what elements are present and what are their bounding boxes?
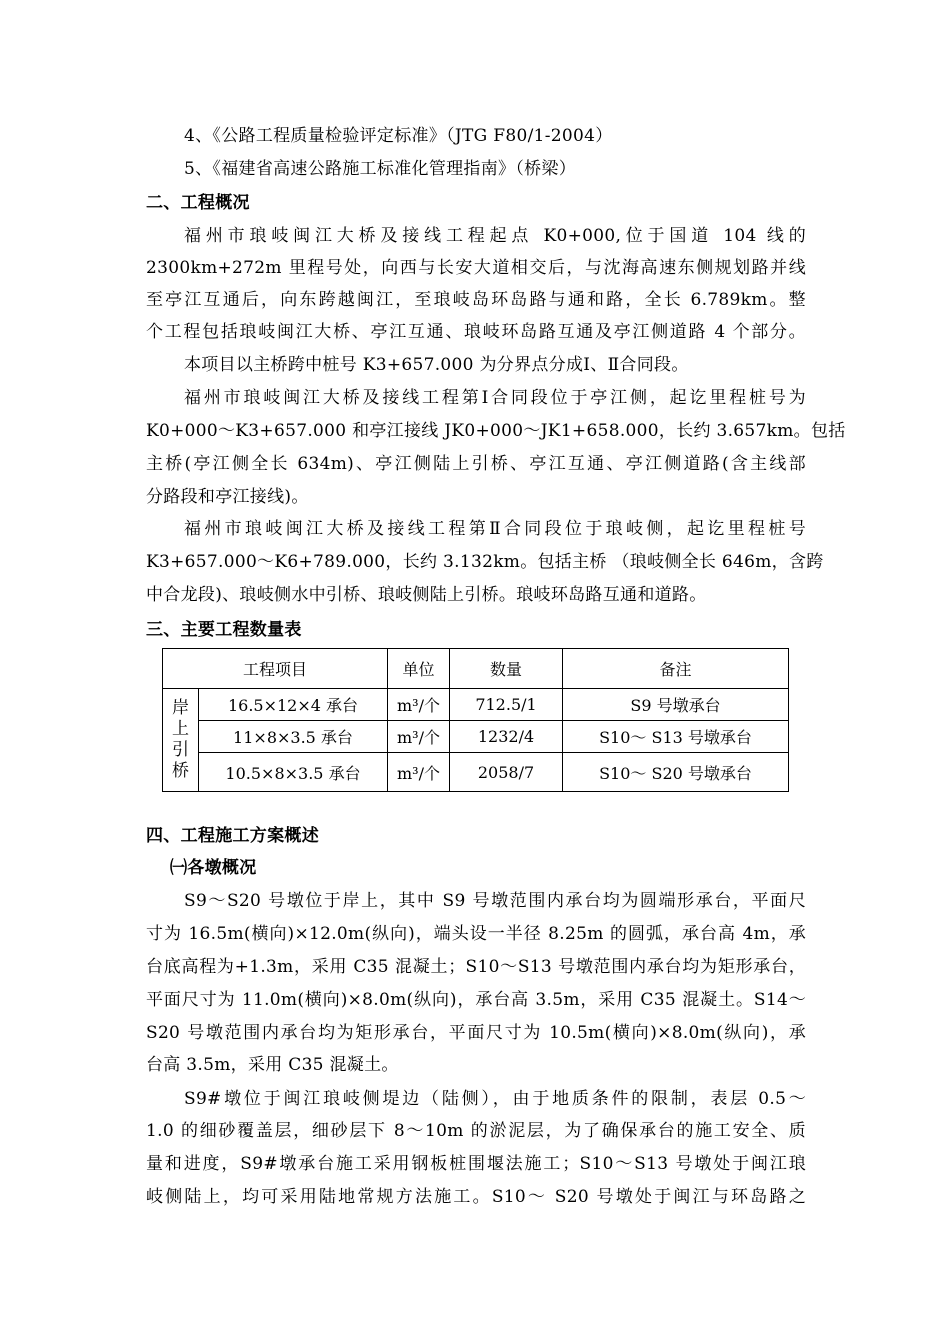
header-qty: 数量: [450, 649, 563, 689]
overview-p1-line2: 2300km+272m 里程号处，向西与长安大道相交后，与沈海高速东侧规划路并线: [146, 258, 806, 278]
cell-note: S9 号墩承台: [563, 689, 789, 721]
piers-p1-line2: 寸为 16.5m(横向)×12.0m(纵向)，端头设一半径 8.25m 的圆弧，承台高 4m，承: [146, 924, 806, 944]
overview-p4-line1: 福州市琅岐闽江大桥及接线工程第Ⅱ合同段位于琅岐侧，起讫里程桩号: [184, 519, 806, 539]
overview-p1-line4: 个工程包括琅岐闽江大桥、亭江互通、琅岐环岛路互通及亭江侧道路 4 个部分。: [146, 322, 806, 342]
overview-p1-line3: 至亭江互通后，向东跨越闽江，至琅岐岛环岛路与通和路，全长 6.789km。整: [146, 290, 806, 310]
reference-item-4: 4、《公路工程质量检验评定标准》（JTG F80/1-2004）: [184, 126, 613, 146]
cell-item: 16.5×12×4 承台: [199, 689, 388, 721]
section-heading-construction-plan: 四、工程施工方案概述: [146, 826, 319, 846]
overview-p3-line4: 分路段和亭江接线)。: [146, 487, 309, 507]
overview-p4-line2: K3+657.000～K6+789.000，长约 3.132km。包括主桥 （琅岐侧全长 646m，含跨: [146, 552, 824, 572]
piers-p1-line3: 台底高程为+1.3m，采用 C35 混凝土；S10～S13 号墩范围内承台均为矩形承台，: [146, 957, 806, 977]
group-label-char: 桥: [172, 761, 189, 781]
piers-p2-line3: 量和进度，S9#墩承台施工采用钢板桩围堰法施工；S10～S13 号墩处于闽江琅: [146, 1154, 806, 1174]
overview-p3-line2: K0+000～K3+657.000 和亭江接线 JK0+000～JK1+658.000，长约 3.657km。包括: [146, 421, 846, 441]
table-row: [163, 753, 789, 792]
overview-p3-line3: 主桥(亭江侧全长 634m)、亭江侧陆上引桥、亭江互通、亭江侧道路(含主线部: [146, 454, 806, 474]
cell-qty: 2058/7: [450, 753, 563, 792]
group-label-char: 引: [172, 740, 189, 760]
overview-p3-line1: 福州市琅岐闽江大桥及接线工程第Ⅰ合同段位于亭江侧，起讫里程桩号为: [184, 388, 806, 408]
group-label-shore-approach: [163, 689, 199, 792]
section-heading-quantities: 三、主要工程数量表: [146, 620, 302, 640]
piers-p2-line4: 岐侧陆上，均可采用陆地常规方法施工。S10～ S20 号墩处于闽江与环岛路之: [146, 1187, 806, 1207]
cell-qty: 712.5/1: [450, 689, 563, 721]
table-row: [163, 721, 789, 753]
piers-p1-line6: 台高 3.5m，采用 C35 混凝土。: [146, 1055, 399, 1075]
piers-p2-line1: S9#墩位于闽江琅岐侧堤边（陆侧），由于地质条件的限制，表层 0.5～: [184, 1089, 806, 1109]
cell-item: 10.5×8×3.5 承台: [199, 753, 388, 792]
header-unit: 单位: [388, 649, 450, 689]
piers-p2-line2: 1.0 的细砂覆盖层，细砂层下 8～10m 的淤泥层，为了确保承台的施工安全、质: [146, 1121, 806, 1141]
cell-qty: 1232/4: [450, 721, 563, 753]
piers-p1-line4: 平面尺寸为 11.0m(横向)×8.0m(纵向)，承台高 3.5m，采用 C35 混凝土。S14～: [146, 990, 806, 1010]
cell-item: 11×8×3.5 承台: [199, 721, 388, 753]
overview-p4-line3: 中合龙段)、琅岐侧水中引桥、琅岐侧陆上引桥。琅岐环岛路互通和道路。: [146, 585, 707, 605]
piers-p1-line5: S20 号墩范围内承台均为矩形承台，平面尺寸为 10.5m(横向)×8.0m(纵向)，承: [146, 1023, 806, 1043]
cell-note: S10～ S20 号墩承台: [563, 753, 789, 792]
header-note: 备注: [563, 649, 789, 689]
group-label-char: 上: [172, 719, 189, 739]
piers-p1-line1: S9～S20 号墩位于岸上，其中 S9 号墩范围内承台均为圆端形承台，平面尺: [184, 891, 806, 911]
header-item: 工程项目: [163, 649, 388, 689]
table-row: [163, 689, 789, 721]
cell-note: S10～ S13 号墩承台: [563, 721, 789, 753]
group-label-char: 岸: [172, 698, 189, 718]
overview-p2: 本项目以主桥跨中桩号 K3+657.000 为分界点分成Ⅰ、Ⅱ合同段。: [184, 355, 689, 375]
cell-unit: m³/个: [388, 689, 450, 721]
reference-item-5: 5、《福建省高速公路施工标准化管理指南》（桥梁）: [184, 159, 577, 179]
cell-unit: m³/个: [388, 753, 450, 792]
table-header-row: [163, 649, 789, 689]
quantity-table: [162, 648, 789, 792]
cell-unit: m³/个: [388, 721, 450, 753]
section-heading-overview: 二、工程概况: [146, 193, 250, 213]
overview-p1-line1: 福州市琅岐闽江大桥及接线工程起点 K0+000,位于国道 104 线的: [184, 226, 806, 246]
subsection-heading-piers: ㈠各墩概况: [170, 858, 257, 878]
